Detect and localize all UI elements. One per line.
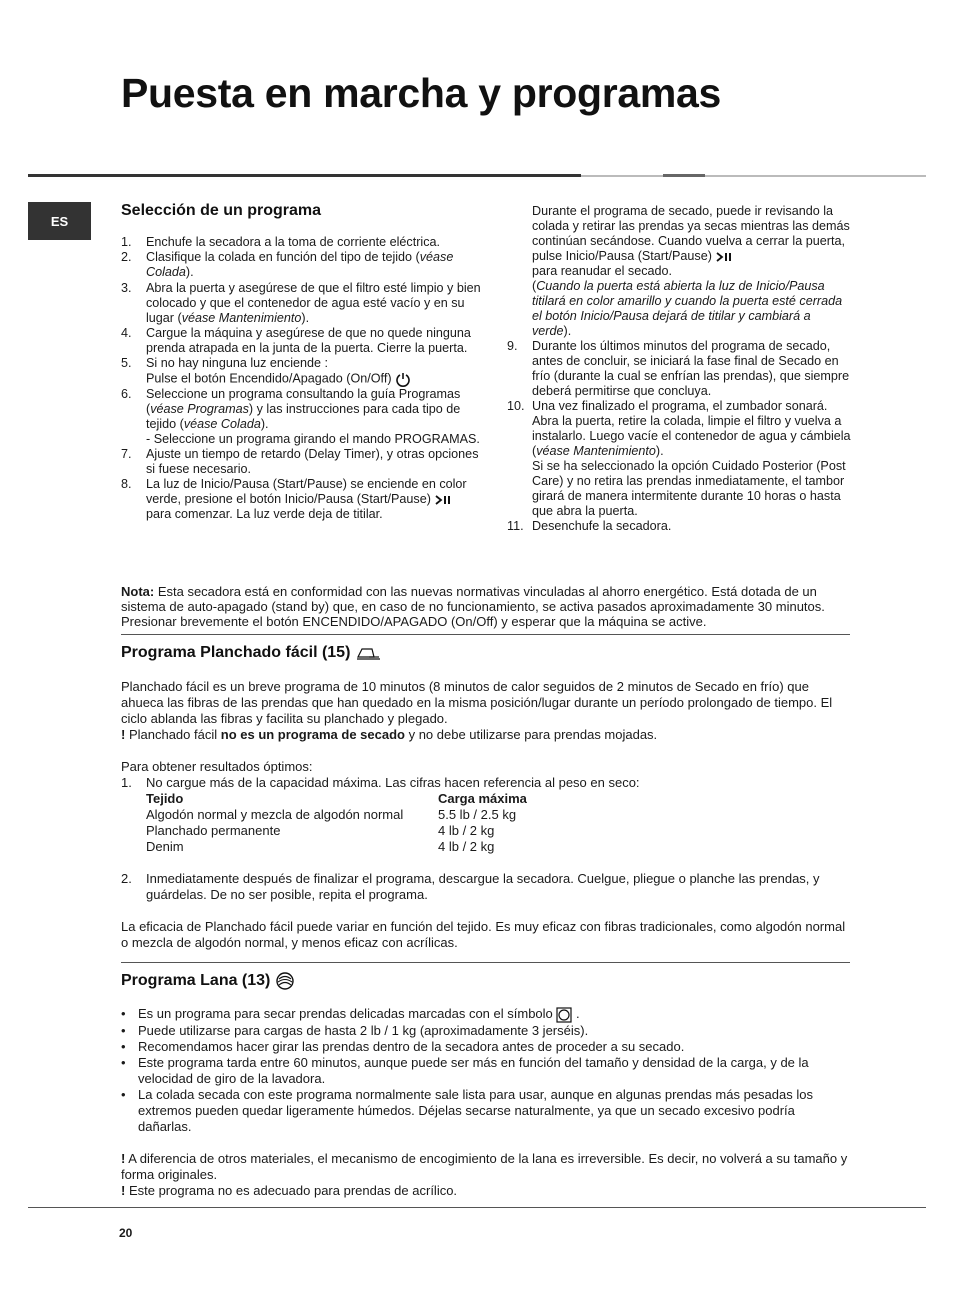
list-item: • Recomendamos hacer girar las prendas dentro de la secadora antes de proceder a su secado. [121,1039,851,1055]
footer-rule [28,1207,926,1208]
header-rule-mid [663,174,705,177]
list-item: • Este programa tarda entre 60 minutos, aunque puede ser más en función del tamaño y densidad de la carga, y de la velocidad de giro de la lavadora. [121,1055,851,1087]
page-number: 20 [119,1226,133,1240]
warning-icon: ! [121,727,126,742]
planchado-efficacy: La eficacia de Planchado fácil puede variar en función del tejido. Es muy eficaz con fibras tradicionales, como algodón normal o mezcla de algodón normal, y menos eficaz con acrílicas. [121,919,846,950]
planchado-description: Planchado fácil es un breve programa de 10 minutos (8 minutos de calor seguidos de 2 minutos de Secado en frío) que ahueca las fibras de las prendas que han quedado en la misma posición/lugar durante un período prolongado de tiempo. El ciclo ablanda las fibras y facilita su planchado y plegado. [121,679,833,726]
planchado-steps-2 [121,871,855,903]
start-pause-icon [434,494,452,506]
selection-right-column [507,204,852,534]
list-item: 1. Enchufe la secadora a la toma de corriente eléctrica. [121,235,441,249]
start-pause-icon [715,251,733,263]
list-item: 9. Durante los últimos minutos del programa de secado, antes de concluir, se iniciará la fase final de Secado en frío (durante la cual se enfrían las prendas), que siempre deberá permitirse que concluya. [507,339,850,398]
table-header: Tejido Carga máxima [146,791,527,806]
list-item: 5. Si no hay ninguna luz enciende : Pulse el botón Encendido/Apagado (On/Off) [121,356,489,387]
list-item: 1. No cargue más de la capacidad máxima. Las cifras hacen referencia al peso en seco: [121,775,640,790]
lana-warning-1: ! A diferencia de otros materiales, el mecanismo de encogimiento de la lana es irreversible. Es decir, no volverá a su tamaño y forma originales. [121,1150,848,1182]
list-item: • Puede utilizarse para cargas de hasta 2 lb / 1 kg (aproximadamente 3 jerséis). [121,1023,851,1039]
list-item: 8. La luz de Inicio/Pausa (Start/Pause) se enciende en color verde, presione el botón Inicio/Pausa (Start/Pause) para comenzar. La luz verde deja de titilar. [121,477,467,521]
energy-note: Nota: Esta secadora está en conformidad con las nuevas normativas vinculadas al ahorro energético. Está dotada de un sistema de auto-apagado (stand by) que, en caso de no funcionamiento, se activa pasados aproximadamente 30 minutos. Presionar brevemente el botón ENCENDIDO/APAGADO (On/Off) y esperar que la máquina se active. [121,584,825,629]
lana-warning-2: ! Este programa no es adecuado para prendas de acrílico. [121,1182,458,1198]
wool-yarn-icon [275,971,295,991]
table-row: Algodón normal y mezcla de algodón normal 5.5 lb / 2.5 kg [146,807,517,822]
dryer-symbol-icon [556,1007,572,1023]
header-rule-light [581,175,663,177]
power-icon [395,371,411,387]
selection-right-steps [507,339,852,534]
list-item: • La colada secada con este programa normalmente sale lista para usar, aunque en algunas prendas más pesadas los extremos pueden quedar ligeramente húmedos. Déjelas secarse naturalmente, ya que un secado excesivo podría dañarlas. [121,1087,851,1135]
section-heading-lana: Programa Lana (13) [121,971,295,991]
table-row: Planchado permanente 4 lb / 2 kg [146,823,495,838]
lana-bullets [121,1006,851,1135]
list-item: 11. Desenchufe la secadora. [507,519,672,533]
section-heading-seleccion: Selección de un programa [121,202,322,219]
section-divider [121,962,850,963]
header-rule [28,174,581,177]
planchado-warning: ! Planchado fácil no es un programa de secado y no debe utilizarse para prendas mojadas. [121,727,658,742]
list-item: 2. Inmediatamente después de finalizar el programa, descargue la secadora. Cuelgue, pliegue o planche las prendas, y guárdelas. De no ser posible, repita el programa. [121,871,820,902]
table-row: Denim 4 lb / 2 kg [146,839,495,854]
section-divider [121,634,850,635]
section-heading-planchado: Programa Planchado fácil (15) [121,644,381,662]
planchado-steps [121,775,855,791]
list-item: 4. Cargue la máquina y asegúrese de que no quede ninguna prenda atrapada en la junta de la puerta. Cierre la puerta. [121,326,471,355]
header-rule-light-2 [705,175,926,177]
lana-body [121,1006,851,1199]
language-tab: ES [28,202,91,240]
list-item: 6. Seleccione un programa consultando la guía Programas (véase Programas) y las instrucciones para cada tipo de tejido (véase Colada). - Seleccione un programa girando el mando PROGRAMAS. [121,387,480,446]
list-item: 2. Clasifique la colada en función del tipo de tejido (véase Colada). [121,250,454,279]
planchado-body [121,679,855,951]
load-table [146,791,527,855]
list-item: 3. Abra la puerta y asegúrese de que el filtro esté limpio y bien colocado y que el contenedor de agua esté vacío y en su lugar (véase Mantenimiento). [121,281,481,325]
list-item: • Es un programa para secar prendas delicadas marcadas con el símbolo . [121,1006,851,1023]
warning-icon: ! [121,1182,126,1198]
list-item: 10. Una vez finalizado el programa, el zumbador sonará. Abra la puerta, retire la colada, limpie el filtro y vuelva a instalarlo. Luego vacíe el contenedor de agua y cámbiela (véase Mantenimiento). Si se ha seleccionado la opción Cuidado Posterior (Post Care) y no retira las prendas inmediatamente, el tambor girará de manera intermitente durante 10 horas o hasta que abra la puerta. [507,399,851,518]
page-title: Puesta en marcha y programas [121,70,722,116]
iron-icon [355,645,381,661]
planchado-intro: Para obtener resultados óptimos: [121,759,313,774]
list-item: 7. Ajuste un tiempo de retardo (Delay Timer), y otras opciones si fuese necesario. [121,447,479,476]
selection-steps-list [121,235,489,522]
right-intro: Durante el programa de secado, puede ir revisando la colada y retirar las prendas ya secas mientras las demás continúan secándose. Cuando vuelva a cerrar la puerta, pulse Inicio/Pausa (Start/Pause) para reanudar el secado. (Cuando la puerta está abierta la luz de Inicio/Pausa titilará en color amarillo y cuando la puerta esté cerrada el botón Inicio/Pausa dejará de titilar y cambiará a verde). [532,204,850,338]
warning-icon: ! [121,1150,126,1166]
